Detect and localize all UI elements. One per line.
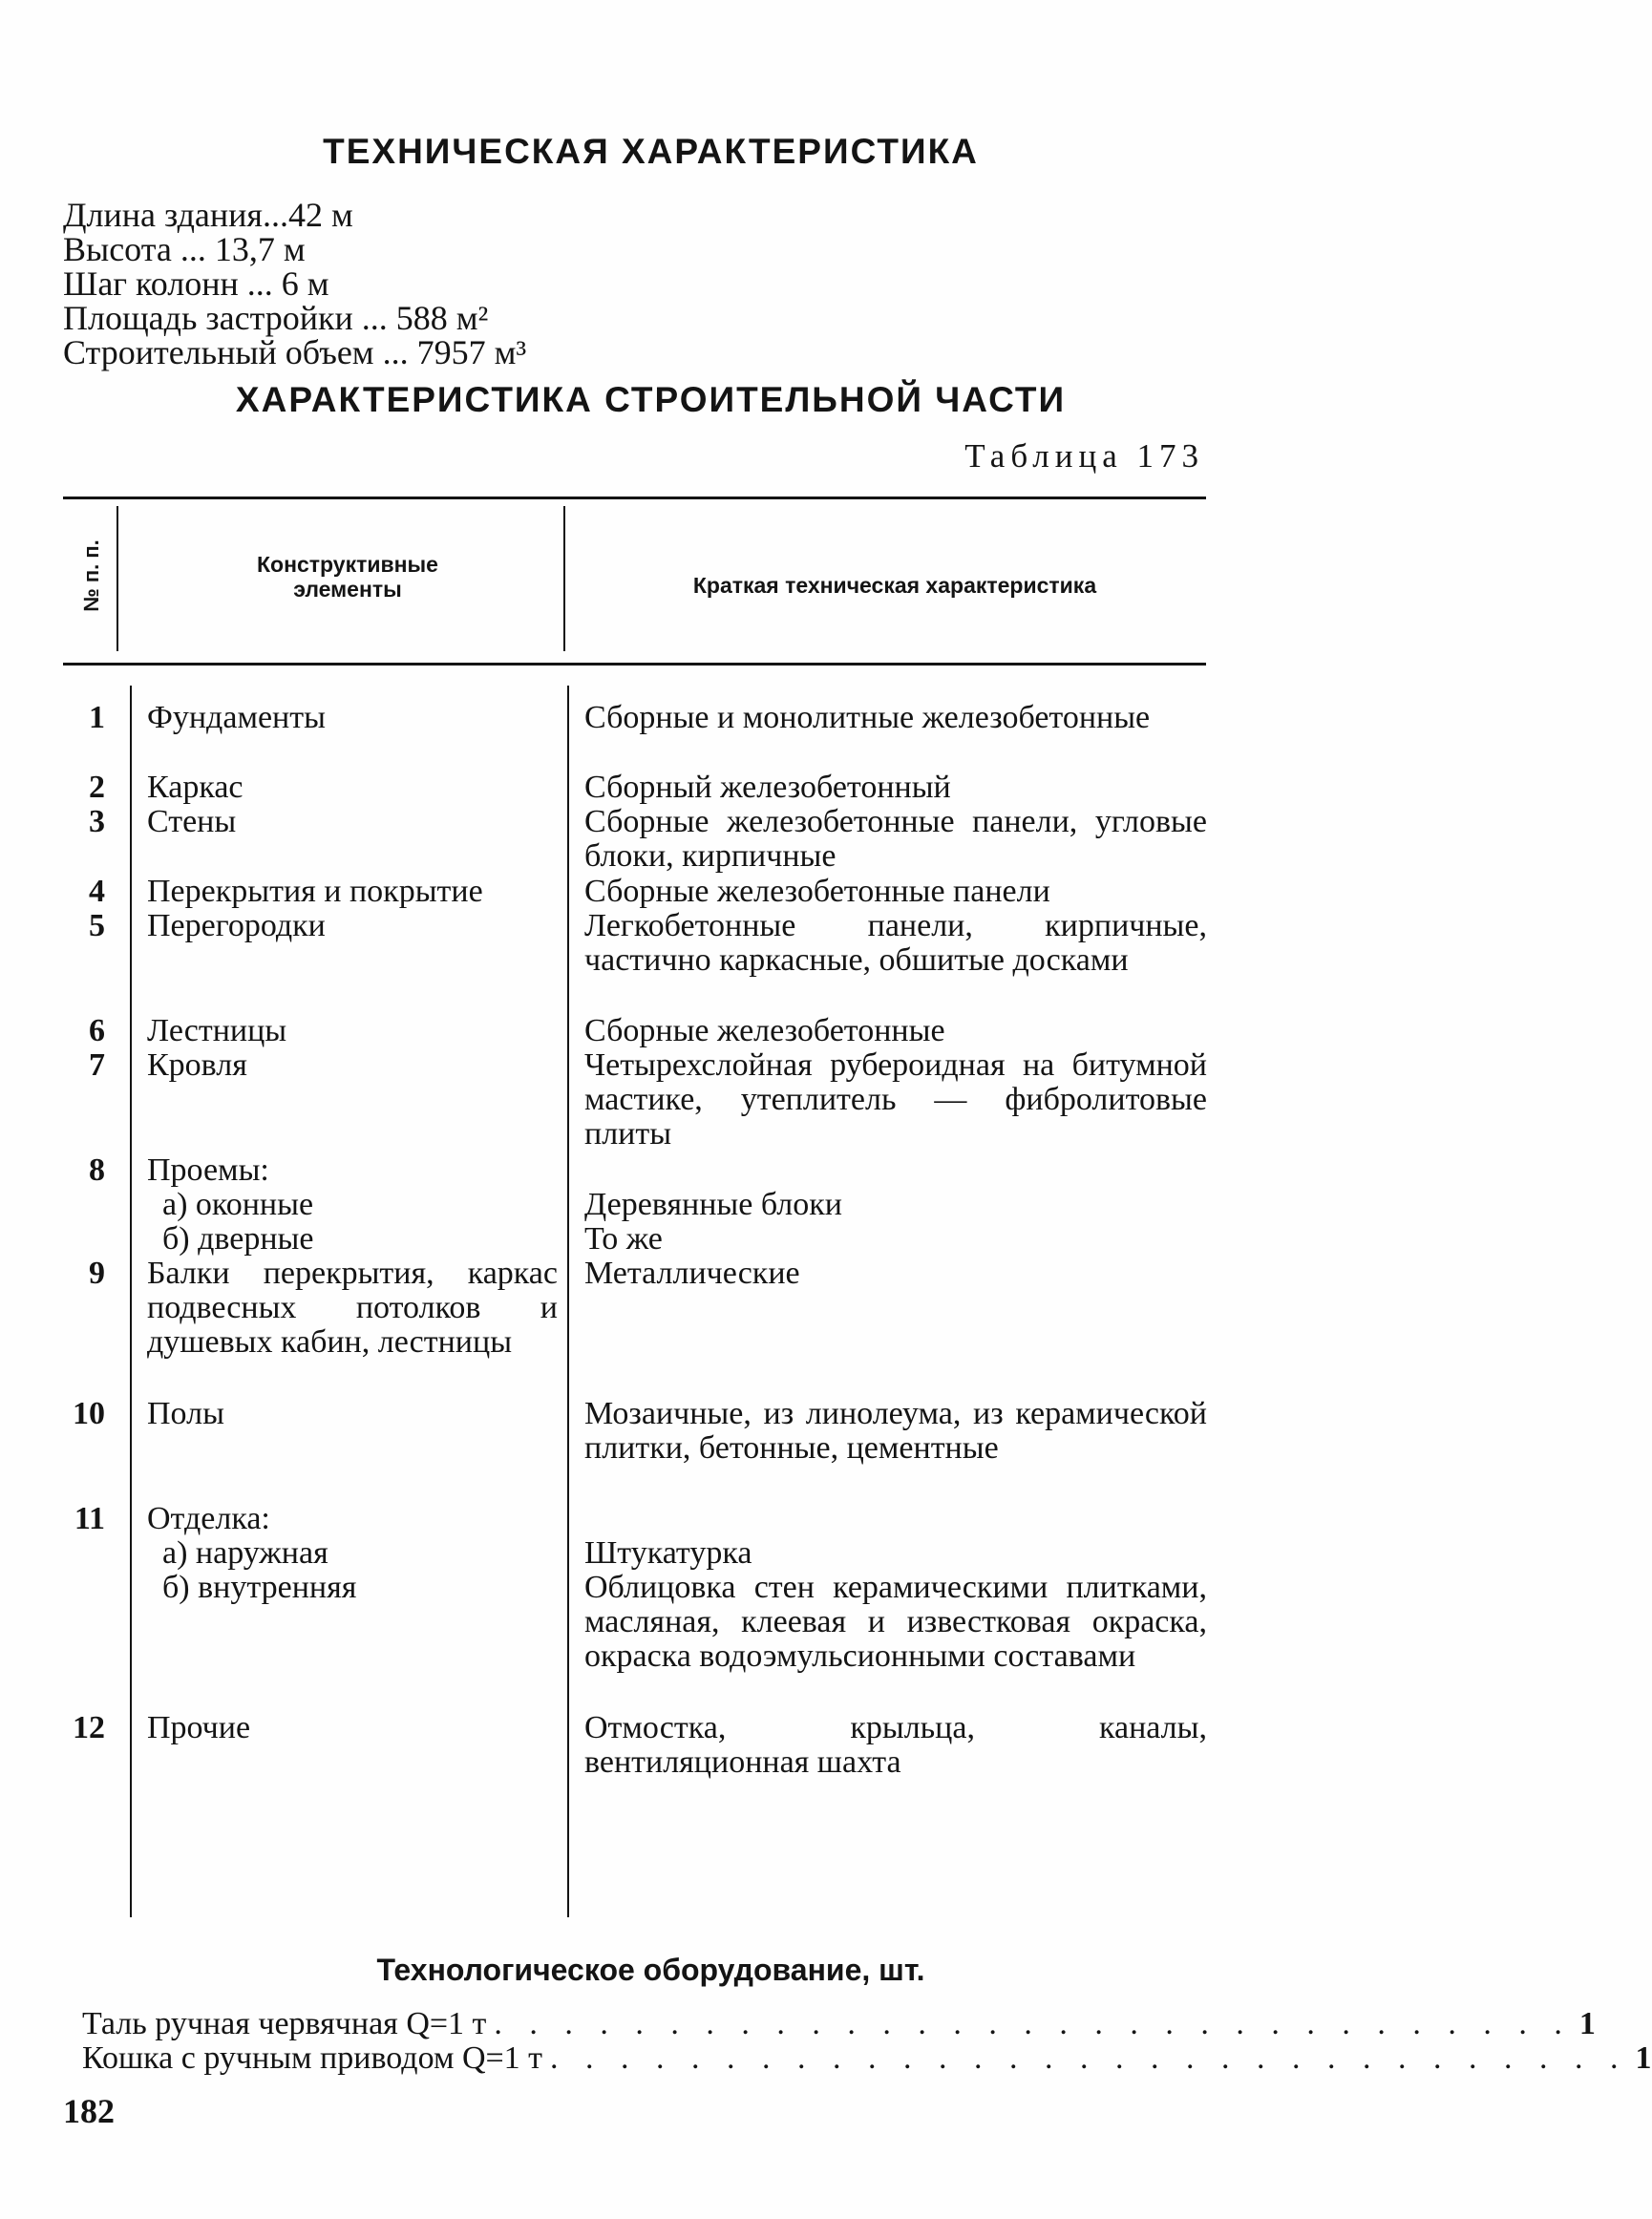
equipment-name: Таль ручная червячная Q=1 т — [82, 2006, 487, 2041]
dot-leader: . . . . . . . . . . . . . . . . . . . . . . . . . . . . . . . — [494, 2006, 1572, 2041]
row-description: Сборный железобетонный — [584, 770, 951, 805]
row-description: Облицовка стен керамическими плитками, масляная, клеевая и известковая окраска, окраска водоэмульсионными составами — [584, 1570, 1207, 1674]
spec-volume: Строительный объем ... 7957 м³ — [63, 333, 527, 371]
row-num: 8 — [89, 1152, 105, 1188]
page-title: ТЕХНИЧЕСКАЯ ХАРАКТЕРИСТИКА — [323, 132, 979, 171]
row-element: Лестницы — [147, 1013, 287, 1048]
row-num: 2 — [89, 770, 105, 805]
row-description: Мозаичные, из линолеума, из керамической плитки, бетонные, цементные — [584, 1396, 1207, 1466]
header-num: № п. п. — [79, 539, 103, 612]
row-subelement: а) оконные — [162, 1187, 314, 1222]
row-element: Отделка: — [147, 1501, 270, 1536]
row-description: Деревянные блоки — [584, 1187, 842, 1222]
row-element: Кровля — [147, 1047, 247, 1083]
row-description: Легкобетонные панели, кирпичные, частично каркасные, обшитые досками — [584, 908, 1207, 978]
row-subelement: а) наружная — [162, 1535, 328, 1571]
row-num: 10 — [73, 1396, 105, 1431]
column-divider-1 — [130, 686, 132, 1917]
equipment-qty: 1 — [1578, 2006, 1596, 2041]
row-description: Сборные железобетонные панели — [584, 874, 1050, 909]
spec-length: Длина здания...42 м — [63, 196, 353, 234]
table-label: Таблица 173 — [964, 437, 1204, 475]
equipment-item — [82, 2006, 1596, 2041]
row-element: Проемы: — [147, 1152, 269, 1188]
equipment-qty: 1 — [1635, 2040, 1652, 2076]
row-description: Сборные железобетонные — [584, 1013, 945, 1048]
row-description: Сборные и монолитные железобетонные — [584, 700, 1151, 735]
column-divider-2 — [567, 686, 569, 1917]
row-num: 9 — [89, 1256, 105, 1291]
row-element: Фундаменты — [147, 700, 326, 735]
row-element: Балки перекрытия, каркас подвесных потолков и душевых кабин, лестницы — [147, 1256, 558, 1360]
row-num: 3 — [89, 804, 105, 839]
equipment-name: Кошка с ручным приводом Q=1 т — [82, 2040, 543, 2076]
row-description: Штукатурка — [584, 1535, 752, 1571]
row-description: Сборные железобетонные панели, угловые блоки, кирпичные — [584, 804, 1207, 874]
row-element: Перекрытия и покрытие — [147, 874, 483, 909]
row-description: То же — [584, 1221, 663, 1257]
row-description: Металлические — [584, 1256, 800, 1291]
page-number: 182 — [63, 2092, 115, 2130]
row-num: 7 — [89, 1047, 105, 1083]
row-num: 12 — [73, 1710, 105, 1745]
row-num: 4 — [89, 874, 105, 909]
header-divider-1 — [116, 506, 118, 651]
table-header-rule — [63, 663, 1206, 666]
spec-column-step: Шаг колонн ... 6 м — [63, 264, 329, 303]
row-element: Каркас — [147, 770, 244, 805]
row-description: Отмостка, крыльца, каналы, вентиляционная шахта — [584, 1710, 1207, 1780]
row-num: 6 — [89, 1013, 105, 1048]
table-top-rule — [63, 497, 1206, 499]
row-num: 1 — [89, 700, 105, 735]
dot-leader: . . . . . . . . . . . . . . . . . . . . . . . . . . . . . . . — [550, 2040, 1628, 2076]
spec-height: Высота ... 13,7 м — [63, 230, 306, 268]
section-title: ХАРАКТЕРИСТИКА СТРОИТЕЛЬНОЙ ЧАСТИ — [235, 380, 1067, 419]
row-element: Полы — [147, 1396, 224, 1431]
header-description: Краткая техническая характеристика — [692, 573, 1097, 598]
header-element: Конструктивные элементы — [257, 552, 438, 602]
row-description: Четырехслойная рубероидная на битумной мастике, утеплитель — фибролитовые плиты — [584, 1047, 1207, 1152]
header-divider-2 — [563, 506, 565, 651]
row-subelement: б) внутренняя — [162, 1570, 357, 1605]
row-element: Прочие — [147, 1710, 251, 1745]
row-num: 11 — [74, 1501, 105, 1536]
row-element: Перегородки — [147, 908, 326, 943]
row-subelement: б) дверные — [162, 1221, 314, 1257]
row-num: 5 — [89, 908, 105, 943]
equipment-item — [82, 2040, 1652, 2076]
row-element: Стены — [147, 804, 237, 839]
equipment-title: Технологическое оборудование, шт. — [376, 1953, 925, 1987]
spec-area: Площадь застройки ... 588 м² — [63, 299, 489, 337]
